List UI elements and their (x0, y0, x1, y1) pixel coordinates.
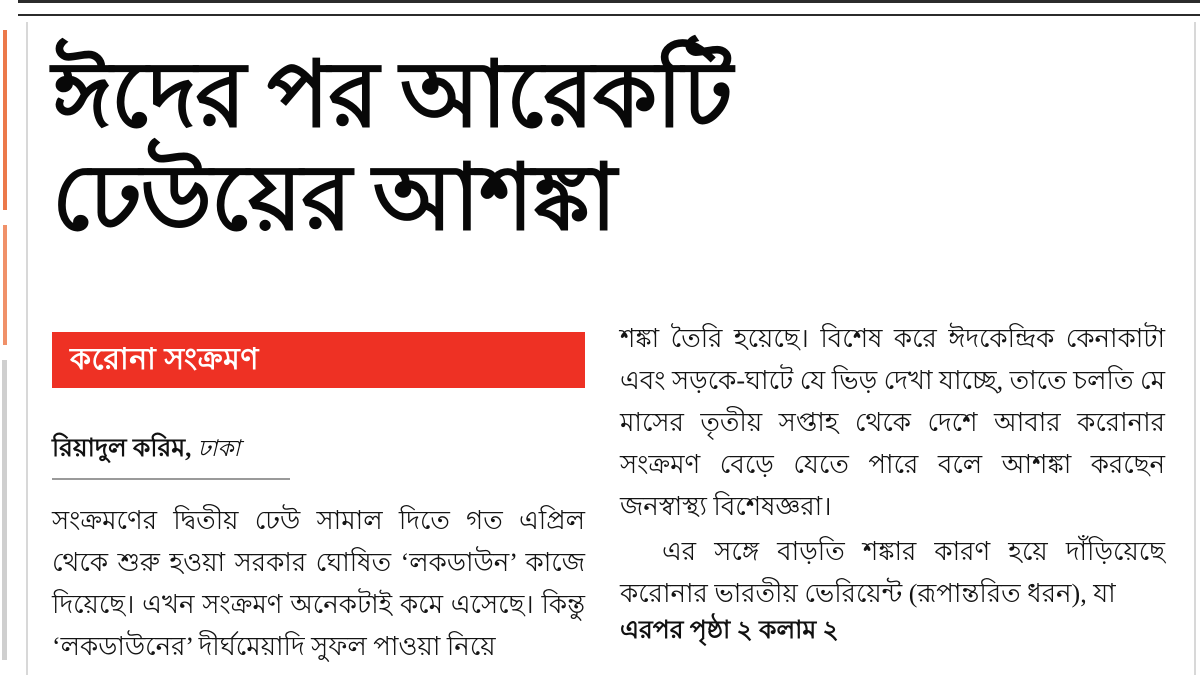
byline (52, 428, 585, 471)
headline-line-2: ঢেউয়ের আশঙ্কা (52, 147, 616, 250)
headline-line-1: ঈদের পর আরেকটি (52, 44, 732, 146)
body-column-right (620, 318, 1165, 617)
byline-divider (52, 478, 290, 480)
headline (52, 44, 952, 250)
paragraph: শঙ্কা তৈরি হয়েছে। বিশেষ করে ঈদকেন্দ্রিক কেনাকাটা এবং সড়কে-ঘাটে যে ভিড় দেখা যাচ্ছে, তাতে চলতি মে মাসের তৃতীয় সপ্তাহ থেকে দেশে আবার করোনার সংক্রমণ বেড়ে যেতে পারে বলে আশঙ্কা করছেন জনস্বাস্থ্য বিশেষজ্ঞরা। (620, 324, 1165, 522)
right-gutter-rule (1194, 22, 1196, 675)
scan-artifact-orange-lower (3, 225, 7, 345)
byline-city: ঢাকা (197, 436, 241, 461)
left-gutter-rule (26, 22, 28, 675)
byline-author: রিয়াদুল করিম, (52, 435, 192, 462)
section-kicker-label: করোনা সংক্রমণ (70, 342, 259, 376)
paragraph: সংক্রমণের দ্বিতীয় ঢেউ সামাল দিতে গত এপ্রিল থেকে শুরু হওয়া সরকার ঘোষিত ‘লকডাউন’ কাজে দিয়েছে। এখন সংক্রমণ অনেকটাই কমে এসেছে। কিন্তু ‘লকডাউনের’ দীর্ঘমেয়াদি সুফল পাওয়া নিয়ে (52, 506, 585, 662)
continuation-note: এরপর পৃষ্ঠা ২ কলাম ২ (620, 617, 839, 644)
top-border-rule-secondary (18, 14, 1200, 16)
scan-artifact-grey (2, 360, 7, 660)
paragraph: এর সঙ্গে বাড়তি শঙ্কার কারণ হয়ে দাঁড়িয়েছে করোনার ভারতীয় ভেরিয়েন্ট (রূপান্তরিত ধরন), যা (620, 536, 1165, 608)
section-kicker (52, 332, 585, 388)
scan-artifact-orange-upper (3, 30, 7, 210)
body-column-left (52, 500, 585, 670)
top-border-rule (18, 0, 1200, 3)
